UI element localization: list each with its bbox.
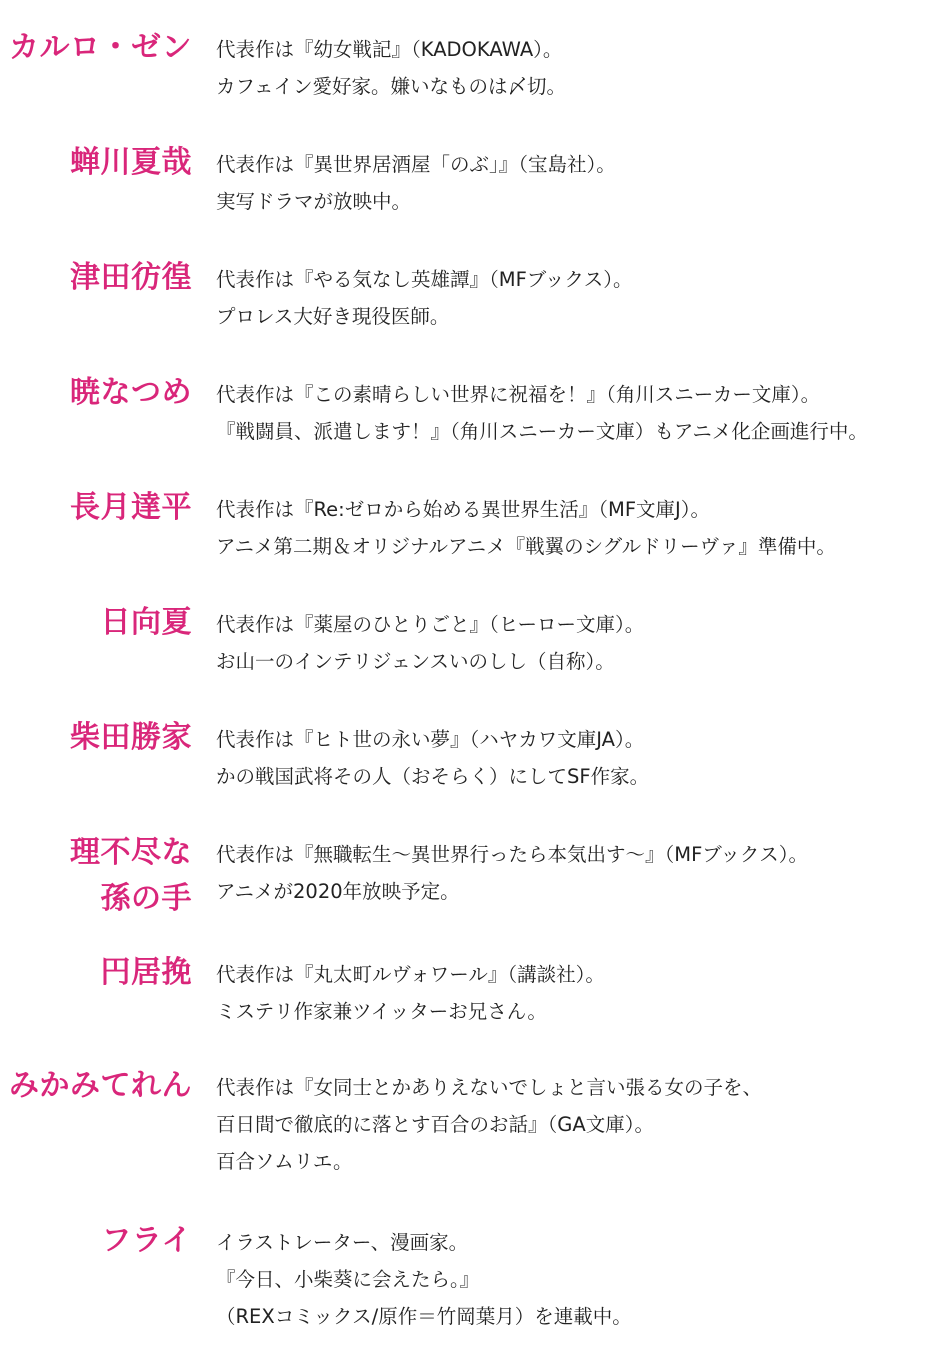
description-line: イラストレーター、漫画家。	[216, 1231, 469, 1254]
author-name	[70, 830, 192, 922]
author-name-line: みかみてれん	[9, 1068, 192, 1103]
description-line: （REXコミックス/原作＝竹岡葉月）を連載中。	[216, 1305, 632, 1328]
author-name	[70, 715, 192, 761]
description-line: カフェイン愛好家。嫌いなものは〆切。	[216, 75, 567, 98]
description-line: 代表作は『薬屋のひとりごと』（ヒーロー文庫）。	[216, 613, 645, 636]
author-name-line: 孫の手	[100, 881, 192, 916]
author-description	[216, 1224, 632, 1335]
author-name-line: 柴田勝家	[70, 720, 192, 755]
author-description	[216, 261, 632, 335]
description-line: アニメ第二期＆オリジナルアニメ『戦翼のシグルドリーヴァ』準備中。	[216, 535, 836, 558]
author-name-line: フライ	[101, 1223, 192, 1258]
author-name-line: 津田彷徨	[70, 260, 192, 295]
description-line: 代表作は『やる気なし英雄譚』（MFブックス）。	[216, 268, 633, 291]
author-description	[216, 376, 868, 450]
author-name	[70, 370, 192, 416]
author-name	[9, 1063, 192, 1109]
description-line: 代表作は『無職転生～異世界行ったら本気出す～』（MFブックス）。	[216, 843, 808, 866]
description-line: 『戦闘員、派遣します！』（角川スニーカー文庫）もアニメ化企画進行中。	[216, 420, 868, 443]
author-name	[101, 950, 193, 996]
author-name-line: 蝉川夏哉	[70, 145, 192, 180]
author-description	[216, 146, 616, 220]
description-line: 『今日、小柴葵に会えたら。』	[216, 1268, 480, 1291]
description-line: プロレス大好き現役医師。	[216, 305, 450, 328]
description-line: 代表作は『この素晴らしい世界に祝福を！』（角川スニーカー文庫）。	[216, 383, 821, 406]
author-name	[70, 485, 192, 531]
author-name	[70, 255, 192, 301]
description-line: 代表作は『Re:ゼロから始める異世界生活』（MF文庫J）。	[216, 498, 711, 521]
description-line: 代表作は『丸太町ルヴォワール』（講談社）。	[216, 963, 605, 986]
author-name-line: 長月達平	[70, 490, 192, 525]
author-description	[216, 721, 649, 795]
author-name	[70, 140, 192, 186]
author-description	[216, 491, 836, 565]
description-line: 代表作は『幼女戦記』（KADOKAWA）。	[216, 38, 563, 61]
description-line: 代表作は『女同士とかありえないでしょと言い張る女の子を、	[216, 1076, 763, 1099]
author-name-line: 理不尽な	[70, 835, 192, 870]
description-line: お山一のインテリジェンスいのしし（自称）。	[216, 650, 615, 673]
author-name	[101, 600, 193, 646]
description-line: 代表作は『異世界居酒屋「のぶ」』（宝島社）。	[216, 153, 616, 176]
author-description	[216, 956, 605, 1030]
description-line: ミステリ作家兼ツイッターお兄さん。	[216, 1000, 547, 1023]
author-description	[216, 836, 808, 910]
author-name-line: 円居挽	[100, 955, 192, 990]
author-name	[101, 1218, 192, 1264]
author-name-line: 暁なつめ	[70, 375, 192, 410]
description-line: かの戦国武将その人（おそらく）にしてSF作家。	[216, 765, 650, 788]
description-line: 百日間で徹底的に落とす百合のお話』（GA文庫）。	[216, 1113, 654, 1136]
author-name-line: 日向夏	[100, 605, 192, 640]
author-description	[216, 31, 566, 105]
description-line: 代表作は『ヒト世の永い夢』（ハヤカワ文庫JA）。	[216, 728, 645, 751]
description-line: 百合ソムリエ。	[216, 1150, 353, 1173]
author-description	[216, 606, 644, 680]
author-name-line: カルロ・ゼン	[9, 30, 192, 65]
description-line: アニメが2020年放映予定。	[216, 880, 460, 903]
description-line: 実写ドラマが放映中。	[216, 190, 412, 213]
author-name	[9, 25, 192, 71]
author-description	[216, 1069, 762, 1180]
